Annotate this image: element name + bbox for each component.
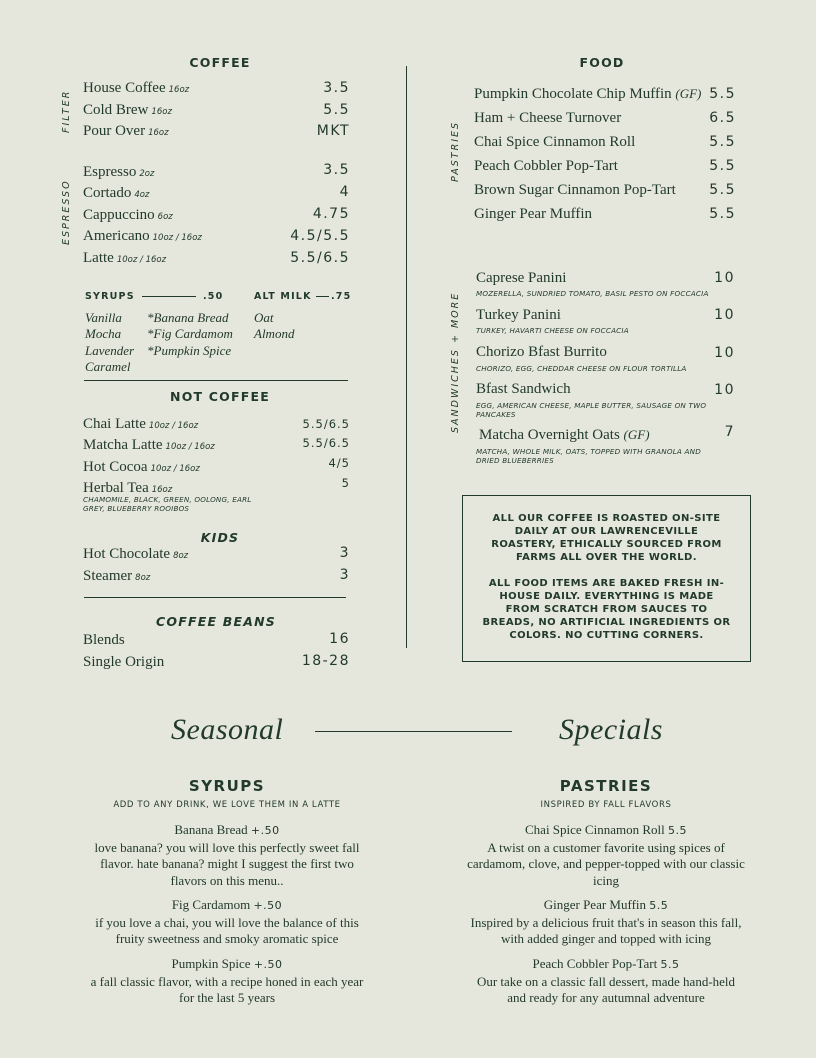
menu-item-price: 5.5 bbox=[323, 102, 350, 118]
syrup-option: *Pumpkin Spice bbox=[147, 342, 232, 358]
seasonal-syrup: Pumpkin Spice +.50 a fall classic flavor, with a recipe honed in each year for the last 5 years bbox=[90, 956, 364, 1005]
menu-item-price: 5.5/6.5 bbox=[290, 250, 350, 266]
menu-item: House Coffee 16oz bbox=[83, 80, 190, 96]
menu-item-price: 7 bbox=[724, 424, 735, 440]
sourcing-notice bbox=[462, 495, 751, 662]
syrups-label: SYRUPS bbox=[85, 291, 135, 302]
coffee-heading: COFFEE bbox=[189, 55, 251, 70]
menu-item: Cold Brew 16oz bbox=[83, 102, 172, 118]
menu-item: Hot Cocoa 10oz / 16oz bbox=[83, 459, 200, 475]
menu-item-price: 5.5 bbox=[709, 182, 736, 198]
menu-item-price: 16 bbox=[329, 631, 350, 647]
menu-item-price: 3.5 bbox=[323, 80, 350, 96]
menu-item-note: MATCHA, WHOLE MILK, OATS, TOPPED WITH GRANOLA AND DRIED BLUEBERRIES bbox=[476, 447, 701, 465]
kids-heading: KIDS bbox=[200, 530, 240, 545]
menu-item-note: EGG, AMERICAN CHEESE, MAPLE BUTTER, SAUSAGE ON TWO PANCAKES bbox=[476, 401, 707, 419]
menu-item-price: 3.5 bbox=[323, 162, 350, 178]
menu-item-price: 5.5/6.5 bbox=[302, 436, 350, 450]
syrup-list-basic bbox=[85, 310, 134, 375]
alt-milk-list bbox=[254, 310, 294, 343]
not-coffee-heading: NOT COFFEE bbox=[170, 389, 270, 404]
menu-item-note: MOZERELLA, SUNDRIED TOMATO, BASIL PESTO ON FOCCACIA bbox=[476, 289, 709, 298]
menu-item: Matcha Latte 10oz / 16oz bbox=[83, 437, 215, 453]
menu-item: Caprese Panini bbox=[476, 270, 567, 286]
menu-item-price: 3 bbox=[339, 567, 350, 583]
pastries-side-label: PASTRIES bbox=[450, 120, 461, 182]
menu-item: Steamer 8oz bbox=[83, 568, 151, 584]
syrups-price: .50 bbox=[203, 291, 224, 302]
food-heading: FOOD bbox=[579, 55, 625, 70]
seasonal-pastries-heading: PASTRIES bbox=[559, 777, 653, 795]
seasonal-pastry: Peach Cobbler Pop-Tart 5.5 Our take on a classic fall dessert, made hand-held and ready for any autumnal adventure bbox=[476, 956, 736, 1005]
sandwiches-side-label: SANDWICHES + MORE bbox=[450, 291, 461, 433]
alt-milk-option: Oat bbox=[254, 310, 274, 325]
menu-item: Pour Over 16oz bbox=[83, 123, 169, 139]
seasonal-syrup: Banana Bread +.50 love banana? you will love this perfectly sweet fall flavor. hate banana? might I suggest the first two flavors on this menu.. bbox=[94, 822, 360, 888]
divider bbox=[316, 296, 329, 297]
menu-item: Americano 10oz / 16oz bbox=[83, 228, 202, 244]
menu-item-price: 10 bbox=[714, 270, 735, 286]
seasonal-syrups-heading: SYRUPS bbox=[188, 777, 266, 795]
menu-item: Latte 10oz / 16oz bbox=[83, 250, 167, 266]
seasonal-pastry: Chai Spice Cinnamon Roll 5.5 A twist on a customer favorite using spices of cardamom, clove, and pepper-topped with our classic icing bbox=[467, 822, 745, 888]
menu-item: Ginger Pear Muffin bbox=[474, 206, 593, 222]
menu-item: Matcha Overnight Oats (GF) bbox=[479, 427, 650, 443]
column-divider bbox=[406, 66, 407, 648]
menu-item-price: 5.5 bbox=[709, 86, 736, 102]
menu-item-price: 3 bbox=[339, 545, 350, 561]
menu-item-price: MKT bbox=[316, 123, 350, 139]
syrup-option: *Fig Cardamom bbox=[147, 326, 233, 342]
menu-item-price: 6.5 bbox=[709, 110, 736, 126]
menu-item-price: 4/5 bbox=[328, 456, 350, 470]
coffee-beans-heading: COFFEE BEANS bbox=[156, 614, 276, 629]
alt-milk-price: .75 bbox=[331, 291, 352, 302]
menu-item: Cortado 4oz bbox=[83, 185, 150, 201]
divider bbox=[142, 296, 196, 297]
menu-item-price: 5.5 bbox=[709, 206, 736, 222]
syrup-option: Lavender bbox=[85, 342, 135, 358]
menu-item: Bfast Sandwich bbox=[476, 381, 571, 397]
menu-item-price: 5 bbox=[341, 476, 350, 490]
menu-item-price: 18-28 bbox=[301, 653, 350, 669]
menu-item-price: 5.5 bbox=[709, 158, 736, 174]
filter-side-label: FILTER bbox=[61, 89, 72, 133]
syrup-option: Vanilla bbox=[85, 310, 122, 325]
menu-item-price: 5.5 bbox=[709, 134, 736, 150]
menu-item-price: 4.75 bbox=[312, 206, 350, 222]
menu-item-price: 10 bbox=[714, 345, 735, 361]
divider bbox=[84, 597, 346, 598]
espresso-side-label: ESPRESSO bbox=[61, 179, 72, 245]
menu-item: Ham + Cheese Turnover bbox=[474, 110, 622, 126]
menu-item: Chai Latte 10oz / 16oz bbox=[83, 416, 199, 432]
seasonal-syrups-subtitle: ADD TO ANY DRINK, WE LOVE THEM IN A LATTE bbox=[113, 800, 341, 810]
syrup-option: Mocha bbox=[85, 326, 122, 342]
notice-food-text: ALL FOOD ITEMS ARE BAKED FRESH IN-HOUSE DAILY. EVERYTHING IS MADE FROM SCRATCH FROM SAUCES TO BREADS, NO ARTIFICIAL INGREDIENTS OR COLORS. NO CUTTING CORNERS. bbox=[482, 578, 731, 641]
menu-item: Espresso 2oz bbox=[83, 164, 155, 180]
menu-item: Blends bbox=[83, 632, 125, 648]
menu-item: Herbal Tea 16oz bbox=[83, 480, 173, 496]
menu-item: Cappuccino 6oz bbox=[83, 207, 173, 223]
menu-item: Single Origin bbox=[83, 654, 165, 670]
seasonal-syrup: Fig Cardamom +.50 if you love a chai, you will love the balance of this fruity sweetness and smoky aromatic spice bbox=[95, 897, 359, 946]
syrup-option: Caramel bbox=[85, 358, 131, 374]
alt-milk-option: Almond bbox=[254, 326, 295, 342]
syrup-list-seasonal bbox=[147, 310, 233, 359]
menu-item-price: 10 bbox=[714, 307, 735, 323]
divider bbox=[315, 731, 512, 732]
alt-milk-label: ALT MILK bbox=[254, 291, 312, 302]
specials-title: Specials bbox=[559, 713, 663, 746]
seasonal-title: Seasonal bbox=[171, 713, 284, 746]
menu-item-note: CHAMOMILE, BLACK, GREEN, OOLONG, EARL GREY, BLUEBERRY ROOIBOS bbox=[83, 495, 252, 513]
seasonal-pastries-subtitle: INSPIRED BY FALL FLAVORS bbox=[540, 800, 672, 810]
menu-item-price: 5.5/6.5 bbox=[302, 417, 350, 431]
menu-item-note: TURKEY, HAVARTI CHEESE ON FOCCACIA bbox=[476, 326, 629, 335]
menu-item: Chorizo Bfast Burrito bbox=[476, 344, 607, 360]
menu-item: Chai Spice Cinnamon Roll bbox=[474, 134, 636, 150]
syrup-option: *Banana Bread bbox=[147, 310, 229, 325]
menu-item: Peach Cobbler Pop-Tart bbox=[474, 158, 618, 174]
menu-item: Pumpkin Chocolate Chip Muffin (GF) bbox=[474, 86, 702, 102]
menu-item: Turkey Panini bbox=[476, 307, 561, 323]
menu-item-note: CHORIZO, EGG, CHEDDAR CHEESE ON FLOUR TORTILLA bbox=[476, 364, 687, 373]
notice-coffee-text: ALL OUR COFFEE IS ROASTED ON-SITE DAILY AT OUR LAWRENCEVILLE ROASTERY, ETHICALLY SOURCED FROM FARMS ALL OVER THE WORLD. bbox=[491, 513, 722, 563]
seasonal-pastry: Ginger Pear Muffin 5.5 Inspired by a delicious fruit that's in season this fall, with added ginger and topped with icing bbox=[470, 897, 742, 946]
menu-item-price: 10 bbox=[714, 382, 735, 398]
menu-item-price: 4.5/5.5 bbox=[290, 228, 350, 244]
divider bbox=[84, 380, 348, 381]
menu-item: Hot Chocolate 8oz bbox=[83, 546, 189, 562]
menu-item-price: 4 bbox=[339, 184, 350, 200]
menu-item: Brown Sugar Cinnamon Pop-Tart bbox=[474, 182, 676, 198]
